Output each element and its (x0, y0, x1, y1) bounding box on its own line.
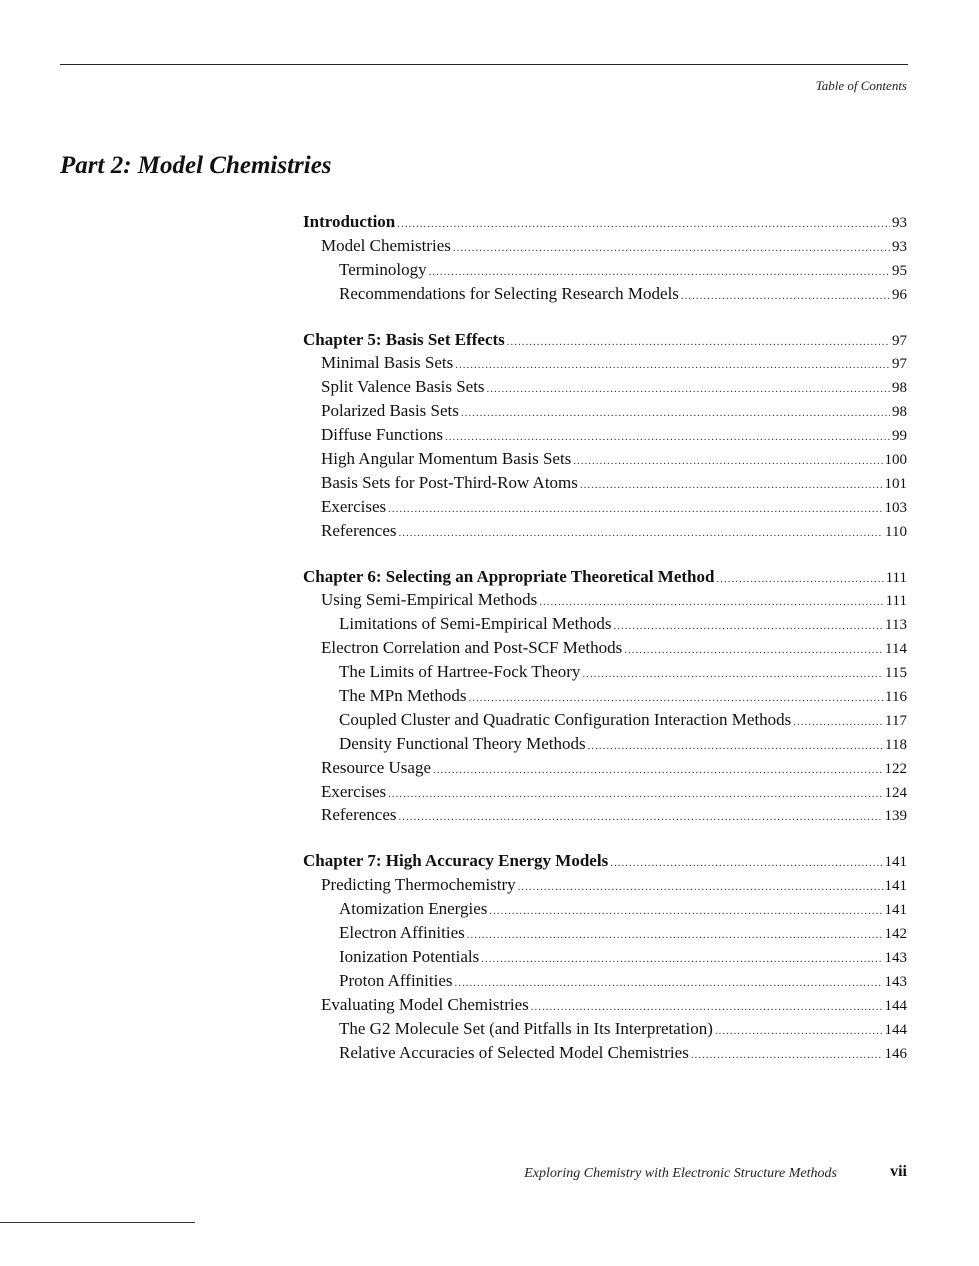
toc-leader-dots (489, 900, 882, 924)
toc-entry-page: 93 (892, 238, 907, 255)
toc-leader-dots (467, 924, 883, 948)
toc-entry (303, 969, 907, 993)
toc-entry (303, 921, 907, 945)
toc-leader-dots (455, 354, 890, 378)
toc-entry-title: Minimal Basis Sets (321, 353, 454, 373)
toc-entry-title: Limitations of Semi-Empirical Methods (339, 614, 612, 634)
toc-entry-page: 141 (884, 854, 907, 871)
running-head: Table of Contents (815, 78, 907, 93)
toc-entry-page: 100 (884, 452, 907, 469)
toc-entry-page: 143 (884, 949, 907, 966)
toc-section-heading (303, 849, 907, 873)
toc-entry-page: 114 (885, 641, 907, 658)
toc-entry-page: 144 (884, 997, 907, 1014)
toc-entry (303, 234, 907, 258)
toc-leader-dots (580, 474, 883, 498)
toc-entry-page: 98 (892, 380, 907, 397)
toc-entry-page: 141 (884, 878, 907, 895)
toc-entry (303, 993, 907, 1017)
toc-entry-page: 116 (885, 689, 907, 706)
toc-section-heading (303, 328, 907, 352)
toc-entry-page: 101 (884, 475, 907, 492)
toc-entry-page: 98 (892, 404, 907, 421)
toc-entry-title: Model Chemistries (321, 235, 451, 255)
toc-entry-page: 143 (884, 973, 907, 990)
toc-entry-title: Split Valence Basis Sets (321, 377, 485, 397)
part-title: Part 2: Model Chemistries (60, 152, 332, 179)
toc-leader-dots (573, 450, 882, 474)
toc-entry (303, 873, 907, 897)
bottom-rule (0, 1222, 195, 1223)
toc-entry-page: 103 (884, 499, 907, 516)
toc-entry (303, 897, 907, 921)
toc-leader-dots (582, 663, 883, 687)
toc-entry-title: Exercises (321, 496, 387, 516)
toc-entry (303, 756, 907, 780)
toc-leader-dots (481, 948, 882, 972)
toc-entry-title: Exercises (321, 781, 387, 801)
toc-entry-title: Using Semi-Empirical Methods (321, 590, 538, 610)
toc-entry-page: 142 (884, 926, 907, 943)
toc-entry-title: Basis Sets for Post-Third-Row Atoms (321, 472, 578, 492)
toc-entry-page: 117 (885, 712, 907, 729)
toc-entry-page: 113 (885, 617, 907, 634)
toc-leader-dots (507, 331, 890, 355)
page-folio: vii (890, 1163, 907, 1180)
toc-leader-dots (388, 498, 882, 522)
toc-leader-dots (624, 639, 883, 663)
toc-entry-title: Recommendations for Selecting Research Models (339, 283, 679, 303)
toc-entry-title: The Limits of Hartree-Fock Theory (339, 662, 581, 682)
toc-entry-page: 118 (885, 736, 907, 753)
toc-entry (303, 732, 907, 756)
toc-leader-dots (681, 285, 890, 309)
toc-leader-dots (397, 213, 890, 237)
toc-entry-page: 111 (885, 569, 907, 586)
toc-entry-title: Density Functional Theory Methods (339, 733, 586, 753)
toc-entry-title: Diffuse Functions (321, 425, 443, 445)
toc-entry-title: Polarized Basis Sets (321, 401, 459, 421)
toc-entry-page: 95 (892, 262, 907, 279)
toc-entry-page: 146 (884, 1045, 907, 1062)
toc-entry-title: Relative Accuracies of Selected Model Chemistries (339, 1042, 689, 1062)
toc-entry (303, 945, 907, 969)
toc-section-heading (303, 565, 907, 589)
toc-entry-page: 97 (892, 332, 907, 349)
toc-entry (303, 636, 907, 660)
toc-entry (303, 1017, 907, 1041)
toc-section (303, 565, 907, 828)
toc-section (303, 328, 907, 543)
toc-entry (303, 519, 907, 543)
toc-entry (303, 258, 907, 282)
toc-leader-dots (399, 522, 884, 546)
toc-entry (303, 612, 907, 636)
toc-leader-dots (793, 711, 883, 735)
toc-entry-title: References (321, 520, 397, 540)
toc-leader-dots (487, 378, 890, 402)
toc-entry (303, 351, 907, 375)
toc-entry (303, 660, 907, 684)
toc-entry-title: Chapter 6: Selecting an Appropriate Theoretical Method (303, 566, 715, 586)
toc-entry (303, 495, 907, 519)
toc-entry (303, 803, 907, 827)
toc-leader-dots (461, 402, 890, 426)
toc-entry-title: Introduction (303, 212, 396, 231)
footer-book-title: Exploring Chemistry with Electronic Structure Methods (524, 1166, 837, 1181)
toc-entry (303, 282, 907, 306)
toc-leader-dots (715, 1020, 883, 1044)
toc-entry-page: 124 (884, 784, 907, 801)
table-of-contents (303, 210, 907, 1086)
toc-entry-title: Predicting Thermochemistry (321, 875, 516, 895)
toc-entry (303, 708, 907, 732)
toc-leader-dots (613, 615, 883, 639)
toc-entry-page: 141 (884, 902, 907, 919)
toc-entry (303, 780, 907, 804)
toc-entry-title: High Angular Momentum Basis Sets (321, 449, 572, 469)
toc-entry-title: Evaluating Model Chemistries (321, 994, 529, 1014)
toc-entry-page: 110 (885, 523, 907, 540)
toc-entry-title: Terminology (339, 259, 427, 279)
toc-leader-dots (588, 735, 883, 759)
toc-leader-dots (388, 783, 882, 807)
toc-leader-dots (433, 759, 883, 783)
toc-entry-title: The MPn Methods (339, 686, 467, 706)
toc-entry (303, 684, 907, 708)
toc-entry (303, 471, 907, 495)
toc-entry (303, 423, 907, 447)
toc-section (303, 210, 907, 306)
toc-section-heading (303, 210, 907, 234)
toc-leader-dots (399, 806, 883, 830)
toc-entry-page: 96 (892, 286, 907, 303)
toc-entry-title: Electron Correlation and Post-SCF Methods (321, 638, 623, 658)
toc-leader-dots (518, 876, 883, 900)
toc-entry-page: 97 (892, 356, 907, 373)
toc-entry-title: Electron Affinities (339, 923, 465, 943)
toc-entry-page: 111 (885, 593, 907, 610)
toc-entry (303, 375, 907, 399)
toc-entry-page: 115 (885, 665, 907, 682)
toc-entry-title: Atomization Energies (339, 899, 488, 919)
toc-entry (303, 1041, 907, 1065)
toc-leader-dots (716, 568, 883, 592)
toc-entry (303, 447, 907, 471)
toc-leader-dots (691, 1044, 883, 1068)
toc-entry-title: Coupled Cluster and Quadratic Configuration Interaction Methods (339, 709, 792, 729)
toc-leader-dots (610, 852, 882, 876)
toc-entry-title: Chapter 5: Basis Set Effects (303, 329, 505, 349)
toc-entry-title: The G2 Molecule Set (and Pitfalls in Its Interpretation) (339, 1018, 713, 1038)
toc-entry-page: 93 (892, 215, 907, 231)
toc-leader-dots (453, 237, 890, 261)
toc-entry-title: Chapter 7: High Accuracy Energy Models (303, 851, 609, 871)
toc-entry-page: 144 (884, 1021, 907, 1038)
toc-section (303, 849, 907, 1064)
toc-entry-page: 139 (884, 808, 907, 825)
toc-entry-title: Resource Usage (321, 757, 431, 777)
toc-entry-title: Proton Affinities (339, 970, 453, 990)
toc-entry-page: 99 (892, 428, 907, 445)
toc-entry-title: Ionization Potentials (339, 946, 480, 966)
toc-entry-page: 122 (884, 760, 907, 777)
toc-entry (303, 588, 907, 612)
toc-entry (303, 399, 907, 423)
top-rule (60, 64, 908, 65)
toc-entry-title: References (321, 805, 397, 825)
